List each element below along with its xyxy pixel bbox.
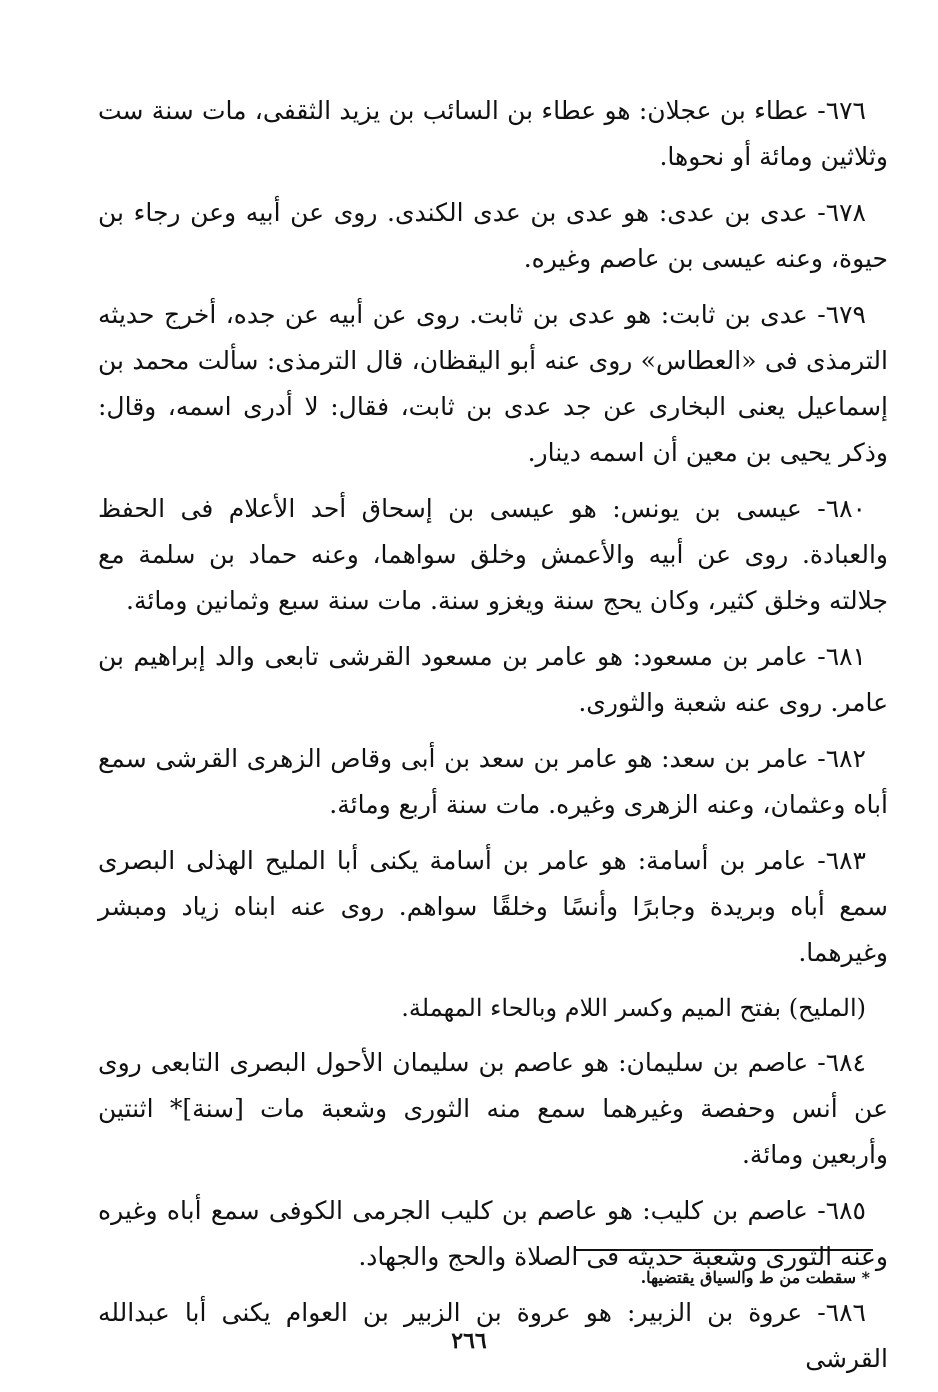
- note-almaleeh: (المليح) بفتح الميم وكسر اللام وبالحاء المهملة.: [401, 994, 866, 1022]
- entry-684: ٦٨٤- عاصم بن سليمان: هو عاصم بن سليمان الأحول البصرى التابعى روى عن أنس وحفصة وغيرهما سمع منه الثورى وشعبة مات [سنة]* اثنتين وأربعين ومائة.: [98, 1048, 888, 1169]
- entry-685: ٦٨٥- عاصم بن كليب: هو عاصم بن كليب الجرمى الكوفى سمع أباه وغيره وعنه الثورى وشعبة حديثه فى الصلاة والحج والجهاد.: [98, 1196, 888, 1271]
- entry-680: ٦٨٠- عيسى بن يونس: هو عيسى بن إسحاق أحد الأعلام فى الحفظ والعبادة. روى عن أبيه والأعمش وخلق سواهما، وعنه حماد بن سلمة مع جلالته وخلق كثير، وكان يحج سنة ويغزو سنة. مات سنة سبع وثمانين ومائة.: [98, 494, 888, 615]
- entry-682: ٦٨٢- عامر بن سعد: هو عامر بن سعد بن أبى وقاص الزهرى القرشى سمع أباه وعثمان، وعنه الزهرى وغيره. مات سنة أربع ومائة.: [98, 744, 888, 819]
- entry-676: ٦٧٦- عطاء بن عجلان: هو عطاء بن السائب بن يزيد الثقفى، مات سنة ست وثلاثين ومائة أو نحوها.: [98, 96, 888, 171]
- entry-681: ٦٨١- عامر بن مسعود: هو عامر بن مسعود القرشى تابعى والد إبراهيم بن عامر. روى عنه شعبة والثورى.: [98, 642, 888, 717]
- page-body: [98, 88, 888, 1392]
- entry-679: ٦٧٩- عدى بن ثابت: هو عدى بن ثابت. روى عن أبيه عن جده، أخرج حديثه الترمذى فى «العطاس» روى عنه أبو اليقظان، قال الترمذى: سألت محمد بن إسماعيل يعنى البخارى عن جد عدى بن ثابت، فقال: لا أدرى اسمه، وقال: وذكر يحيى بن معين أن اسمه دينار.: [98, 300, 888, 467]
- entry-683: ٦٨٣- عامر بن أسامة: هو عامر بن أسامة يكنى أبا المليح الهذلى البصرى سمع أباه وبريدة وجابرًا وأنسًا وخلقًا سواهم. روى عنه ابناه زياد ومبشر وغيرهما.: [98, 846, 889, 967]
- footnote-divider: [575, 1249, 873, 1251]
- entry-686: ٦٨٦- عروة بن الزبير: هو عروة بن الزبير بن العوام يكنى أبا عبدالله القرشى: [98, 1298, 888, 1373]
- entry-678: ٦٧٨- عدى بن عدى: هو عدى بن عدى الكندى. روى عن أبيه وعن رجاء بن حيوة، وعنه عيسى بن عاصم وغيره.: [98, 198, 888, 273]
- footnote: * سقطت من ط والسياق يقتضيها.: [640, 1268, 870, 1287]
- page-number: ٢٦٦: [451, 1328, 487, 1354]
